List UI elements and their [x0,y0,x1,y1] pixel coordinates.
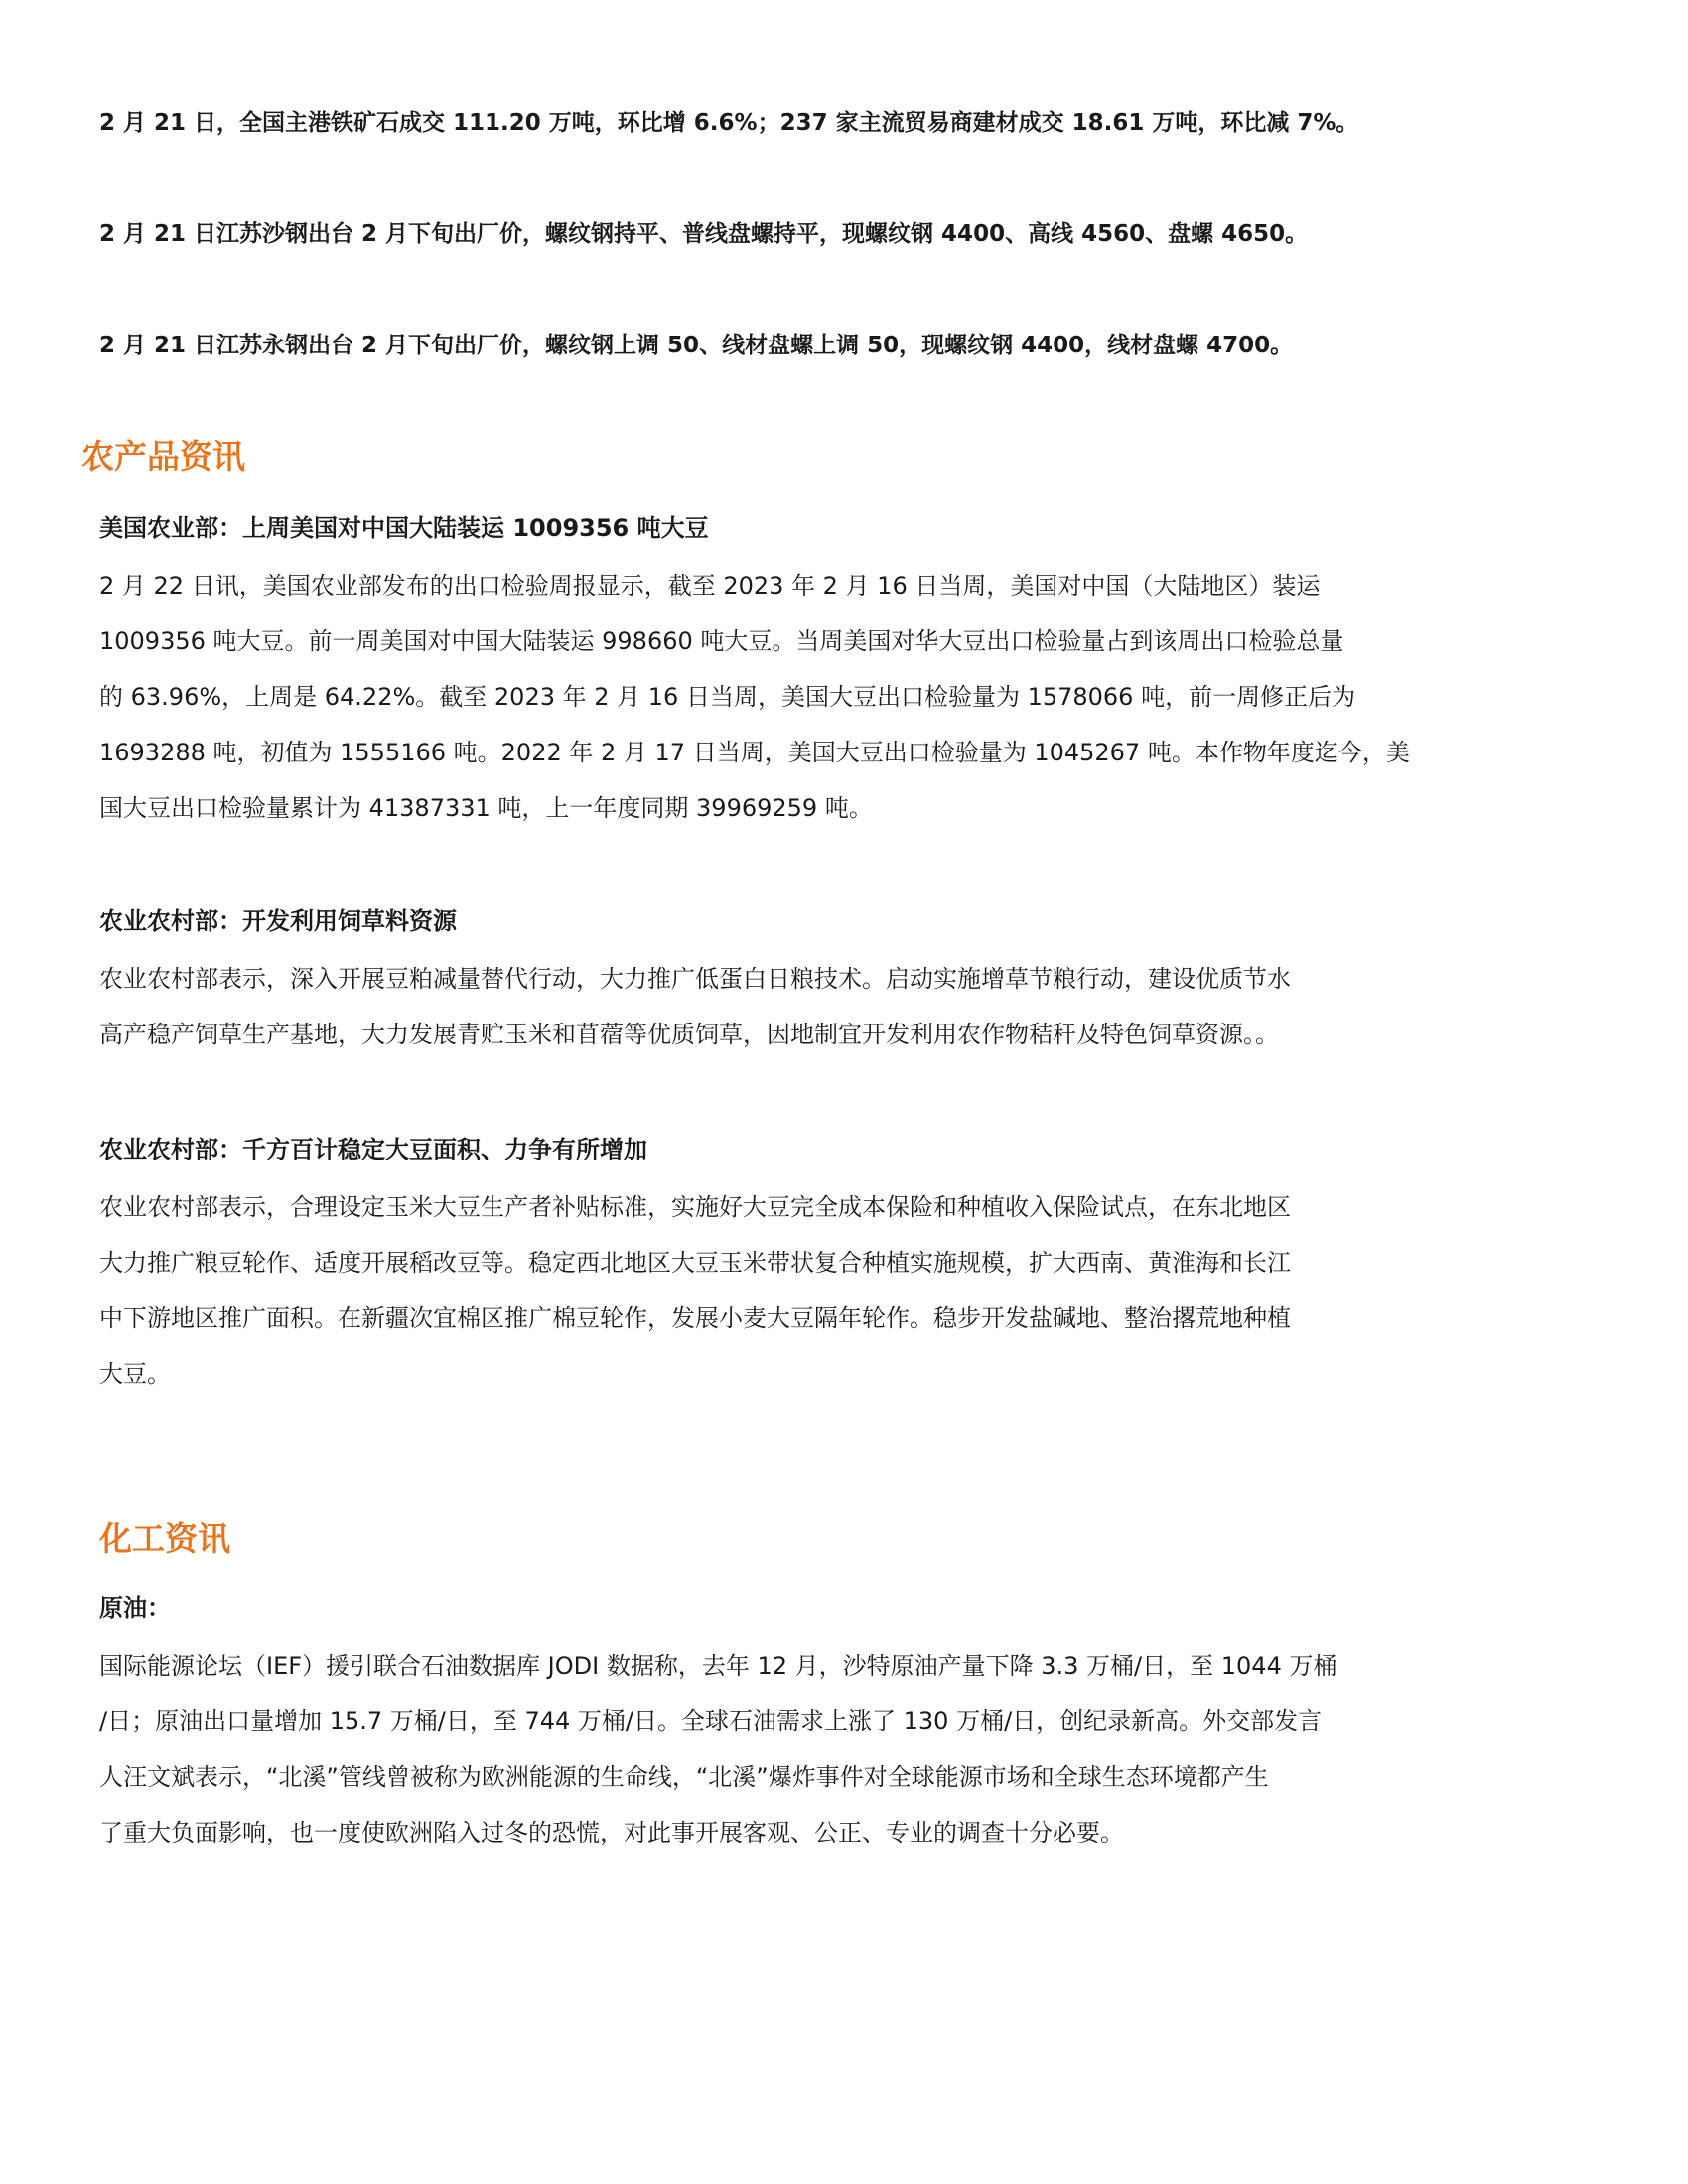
steel-news-3: 2 月 21 日江苏永钢出台 2 月下旬出厂价，螺纹钢上调 50、线材盘螺上调 50，现螺纹钢 4400，线材盘螺 4700。 [99,333,1294,358]
chem-item-1-title: 原油： [99,1594,171,1622]
agri-item-3-line-4: 大豆。 [99,1360,171,1388]
agri-item-2-title: 农业农村部：开发利用饲草料资源 [99,907,457,935]
agri-item-3-line-1: 农业农村部表示，合理设定玉米大豆生产者补贴标准，实施好大豆完全成本保险和种植收入保险试点，在东北地区 [99,1193,1291,1221]
agri-item-2-body [99,951,1589,1062]
agri-item-3-line-2: 大力推广粮豆轮作、适度开展稻改豆等。稳定西北地区大豆玉米带状复合种植实施规模，扩大西南、黄淮海和长江 [99,1249,1291,1277]
agri-item-2-line-2: 高产稳产饲草生产基地，大力发展青贮玉米和苜蓿等优质饲草，因地制宜开发利用农作物秸秆及特色饲草资源。。 [99,1021,1279,1048]
agri-item-1-title: 美国农业部：上周美国对中国大陆装运 1009356 吨大豆 [99,514,709,542]
agri-item-1-line-2: 1009356 吨大豆。前一周美国对中国大陆装运 998660 吨大豆。当周美国对华大豆出口检验量占到该周出口检验总量 [99,627,1344,655]
chem-item-1-line-3: 人汪文斌表示，“北溪”管线曾被称为欧洲能源的生命线，“北溪”爆炸事件对全球能源市场和全球生态环境都产生 [99,1763,1269,1791]
agri-item-1-line-4: 1693288 吨，初值为 1555166 吨。2022 年 2 月 17 日当周，美国大豆出口检验量为 1045267 吨。本作物年度迄今，美 [99,739,1410,766]
chem-item-1-line-2: /日；原油出口量增加 15.7 万桶/日，至 744 万桶/日。全球石油需求上涨了 130 万桶/日，创纪录新高。外交部发言 [99,1707,1323,1735]
steel-news-2: 2 月 21 日江苏沙钢出台 2 月下旬出厂价，螺纹钢持平、普线盘螺持平，现螺纹钢 4400、高线 4560、盘螺 4650。 [99,221,1309,247]
agri-item-1-line-1: 2 月 22 日讯，美国农业部发布的出口检验周报显示，截至 2023 年 2 月 16 日当周，美国对中国（大陆地区）装运 [99,572,1321,600]
chem-item-1-line-1: 国际能源论坛（IEF）援引联合石油数据库 JODI 数据称，去年 12 月，沙特原油产量下降 3.3 万桶/日，至 1044 万桶 [99,1652,1337,1680]
section-title-agri: 农产品资讯 [81,437,245,476]
chem-item-1-body [99,1638,1589,1860]
agri-item-1-body [99,558,1589,836]
section-title-chem: 化工资讯 [99,1519,230,1558]
agri-item-3-body [99,1179,1589,1402]
agri-item-2-line-1: 农业农村部表示，深入开展豆粕减量替代行动，大力推广低蛋白日粮技术。启动实施增草节粮行动，建设优质节水 [99,965,1291,993]
agri-item-3-line-3: 中下游地区推广面积。在新疆次宜棉区推广棉豆轮作，发展小麦大豆隔年轮作。稳步开发盐碱地、整治撂荒地种植 [99,1304,1291,1332]
steel-news-1: 2 月 21 日，全国主港铁矿石成交 111.20 万吨，环比增 6.6%；237 家主流贸易商建材成交 18.61 万吨，环比减 7%。 [99,110,1359,136]
agri-item-1-line-5: 国大豆出口检验量累计为 41387331 吨，上一年度同期 39969259 吨。 [99,794,873,822]
agri-item-3-title: 农业农村部：千方百计稳定大豆面积、力争有所增加 [99,1136,647,1163]
agri-item-1-line-3: 的 63.96%，上周是 64.22%。截至 2023 年 2 月 16 日当周，美国大豆出口检验量为 1578066 吨，前一周修正后为 [99,683,1356,711]
chem-item-1-line-4: 了重大负面影响，也一度使欧洲陷入过冬的恐慌，对此事开展客观、公正、专业的调查十分必要。 [99,1819,1124,1846]
